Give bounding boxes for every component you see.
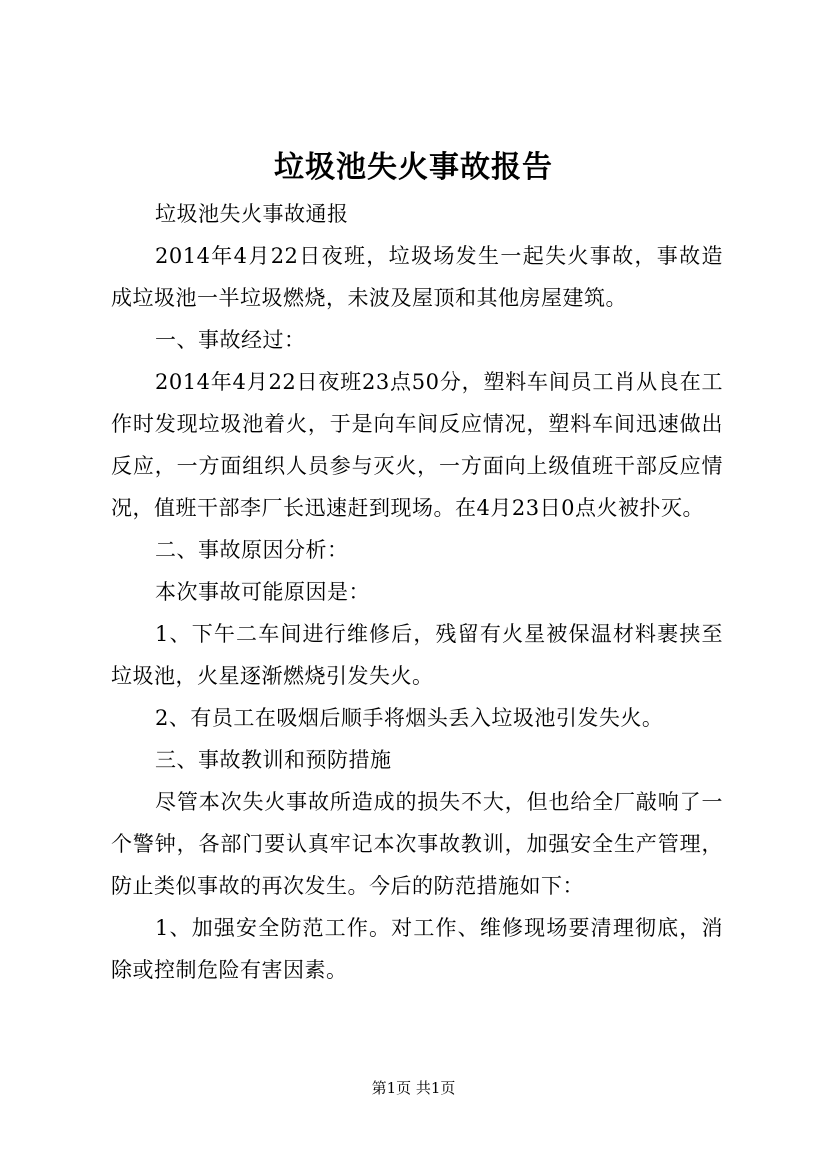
section-heading-cause: 二、事故原因分析： <box>155 538 349 562</box>
paragraph-cause-2: 2、有员工在吸烟后顺手将烟头丢入垃圾池引发失火。 <box>155 706 664 730</box>
section-heading-process: 一、事故经过： <box>155 328 306 352</box>
paragraph-lessons: 尽管本次失火事故所造成的损失不大，但也给全厂敲响了一个警钟，各部门要认真牢记本次事故教训，加强安全生产管理，防止类似事故的再次发生。今后的防范措施如下： <box>111 790 723 898</box>
paragraph-process: 2014年4月22日夜班23点50分，塑料车间员工肖从良在工作时发现垃圾池着火，于是向车间反应情况，塑料车间迅速做出反应，一方面组织人员参与灭火，一方面向上级值班干部反应情况，值班干部李厂长迅速赶到现场。在4月23日0点火被扑灭。 <box>111 370 723 520</box>
section-heading-lessons: 三、事故教训和预防措施 <box>155 748 392 772</box>
paragraph-subtitle: 垃圾池失火事故通报 <box>155 202 349 226</box>
page-footer: 第1页 共1页 <box>371 1079 456 1097</box>
paragraph-cause-1: 1、下午二车间进行维修后，残留有火星被保温材料裹挟至垃圾池，火星逐渐燃烧引发失火。 <box>111 622 723 688</box>
document-title: 垃圾池失火事故报告 <box>274 150 553 185</box>
paragraph-summary: 2014年4月22日夜班，垃圾场发生一起失火事故，事故造成垃圾池一半垃圾燃烧，未波及屋顶和其他房屋建筑。 <box>111 244 723 310</box>
paragraph-cause-intro: 本次事故可能原因是： <box>155 580 370 604</box>
document-body <box>111 193 723 991</box>
paragraph-measure-1: 1、加强安全防范工作。对工作、维修现场要清理彻底，消除或控制危险有害因素。 <box>111 916 723 982</box>
